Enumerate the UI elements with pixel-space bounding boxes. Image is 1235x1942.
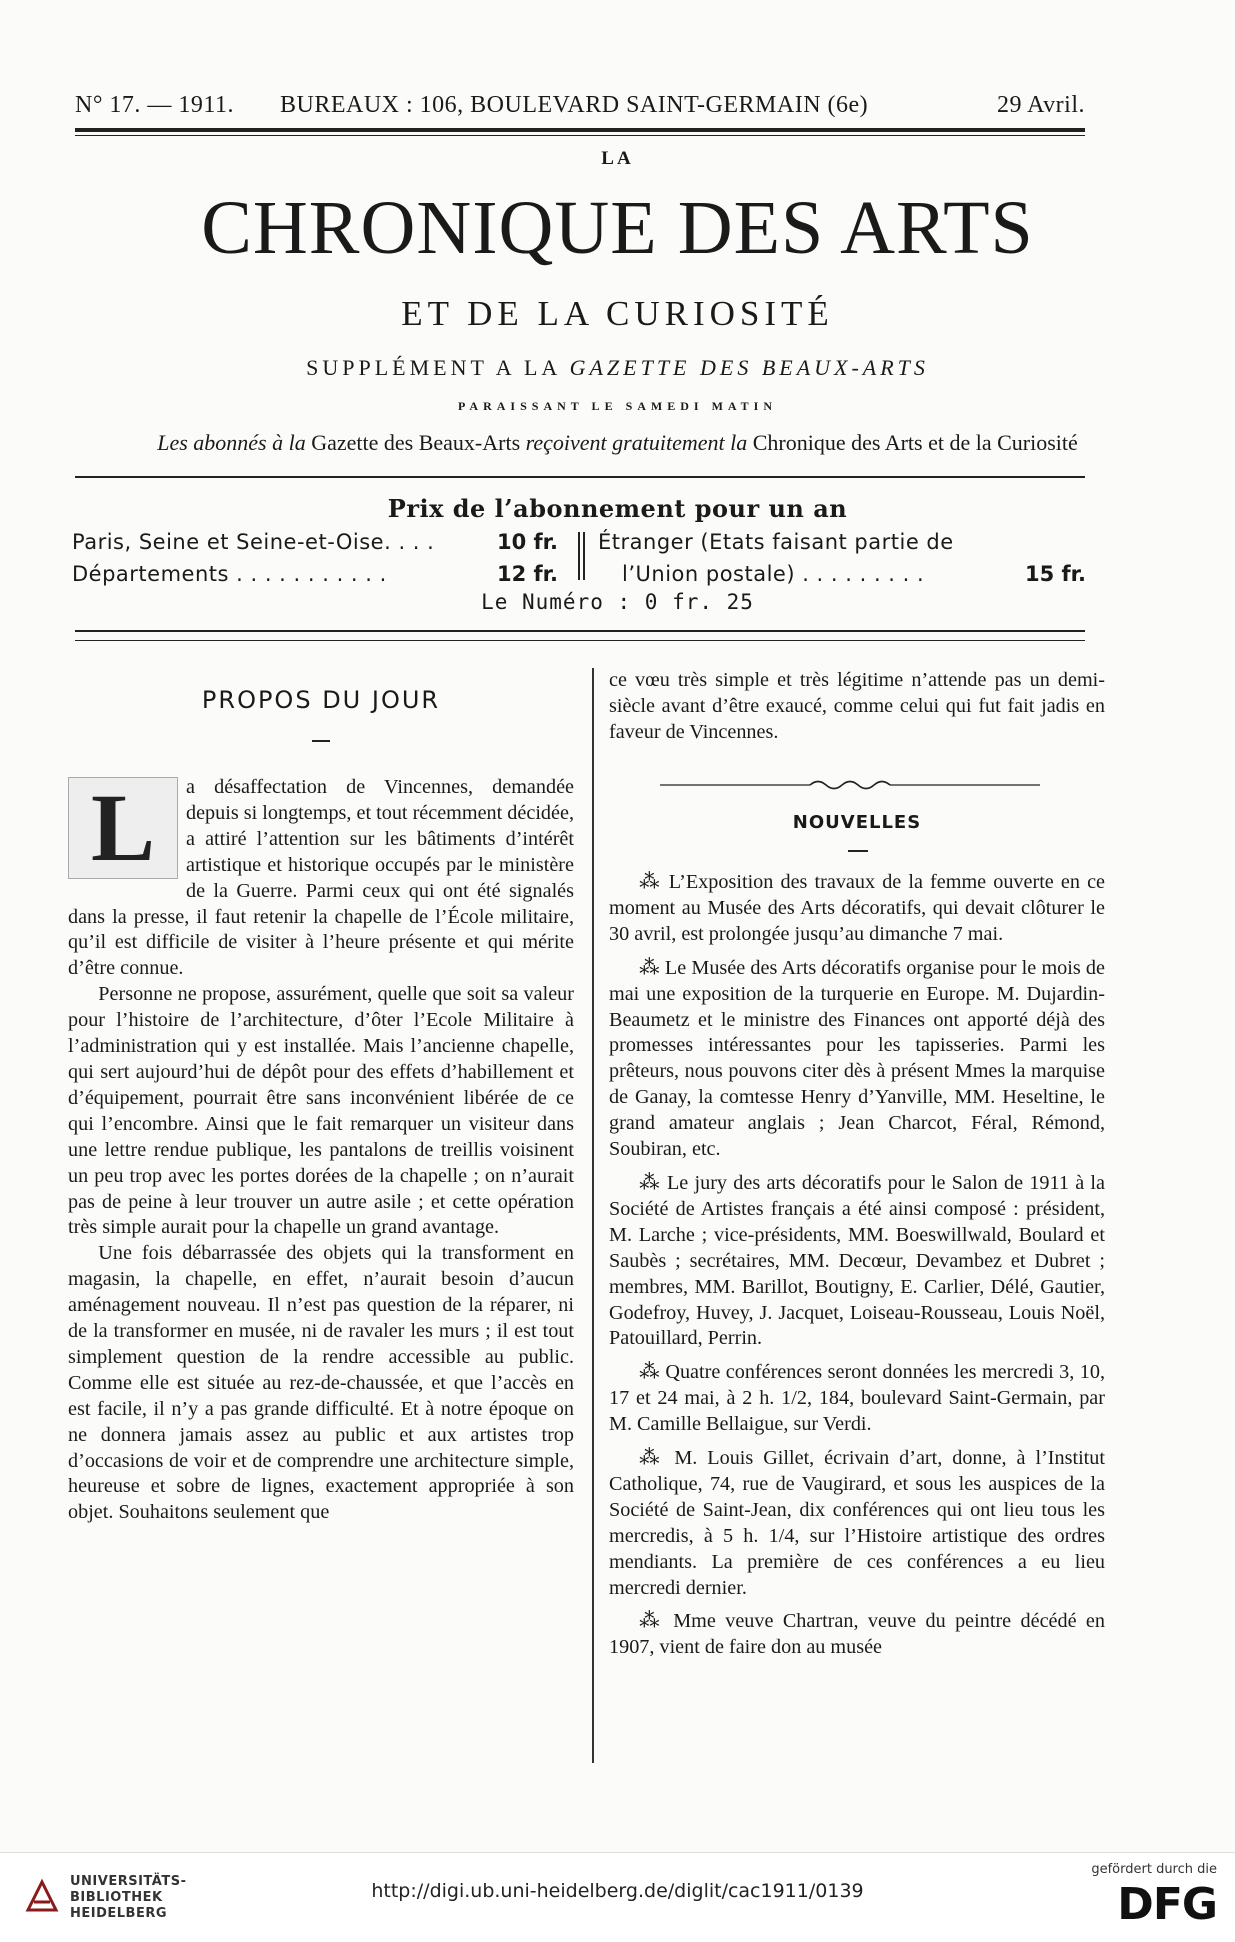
subscription-rule-1 [75,630,1085,632]
masthead-la: LA [601,148,634,169]
decorated-initial-letter: L [90,774,156,881]
funding-note: gefördert durch die [1091,1862,1217,1877]
price-etranger-label-1: Étranger (Etats faisant partie de [598,530,954,554]
nouvelles-title: NOUVELLES [792,812,922,833]
supplement-line [0,355,1235,381]
header-rule-thin [75,135,1085,136]
university-line-2: BIBLIOTHEK [70,1890,163,1905]
price-etranger-label-2: l’Union postale) . . . . . . . . . [622,562,925,586]
propos-paragraph-1: a désaffectation de Vincennes, demandée depuis si longtemps, et tout récemment décidée, a attiré l’attention sur les bâtiments d’intérêt artistique et historique occupés par le ministère de la Guerre. Parmi ceux qui ont été signalés dans la presse, il faut retenir la chapelle de l’École militaire, qu’il est difficile de visiter à l’heure présente et qui mérite d’être connue. [68,776,574,980]
nouvelles-body [609,870,1105,1669]
propos-continuation [609,668,1105,746]
header-rule-thick [75,128,1085,132]
dfg-logo: DFG [1117,1879,1217,1930]
university-line-3: HEIDELBERG [70,1906,168,1921]
price-paris-label: Paris, Seine et Seine-et-Oise. . . . [72,530,435,554]
subscriber-note-part1: Les abonnés à la [157,430,306,455]
propos-paragraph-3: Une fois débarrassée des objets qui la transforment en magasin, la chapelle, en effet, n’aurait besoin d’aucun aménagement nouveau. Il n’est pas question de la réparer, ni de la transformer en musée, ni de ravaler les murs ; il est tout simplement question de la rendre accessible au public. Comme elle est située au rez-de-chaussée, et que l’accès en est facile, il n’y a pas grande difficulté. Et à notre époque on ne donnera jamais assez au public et aux artistes trop d’occasions de voir et de comprendre une architecture simple, heureuse et sobre de lignes, exactement appropriée à son objet. Souhaitons seulement que [68,1242,574,1524]
subscriber-note [0,430,1235,456]
masthead-title: CHRONIQUE DES ARTS [201,186,1034,270]
digital-library-link[interactable]: http://digi.ub.uni-heidelberg.de/diglit/cac1911/0139 [371,1880,864,1902]
nouvelles-item: ⁂ Le Musée des Arts décoratifs organise pour le mois de mai une exposition de la turquerie en Europe. M. Dujardin-Beaumetz et le ministre des Finances ont apporté déjà des promesses intéressantes pour les tapisseries. Parmi les prêteurs, nous pouvons citer dès à présent Mmes la marquise de Ganay, la comtesse Henry d’Yanville, MM. Heseltine, le grand amateur anglais ; Jean Charcot, Féral, Rémond, Soubiran, etc. [609,956,1105,1161]
decorated-initial [68,774,178,881]
nouvelles-item: ⁂ L’Exposition des travaux de la femme ouverte en ce moment au Musée des Arts décoratifs, qui devait clôturer le 30 avril, est prolongée jusqu’au dimanche 7 mai. [609,871,1105,945]
propos-paragraph-2: Personne ne propose, assurément, quelle que soit sa valeur pour l’histoire de l’architecture, d’ôter l’Ecole Militaire à l’administration qui y est installée. Mais l’ancienne chapelle, qui sert aujourd’hui de dépôt pour des effets d’habillement et d’équipement, pourrait être sans inconvénient libérée de ce qui l’encombre. Ainsi que le fait remarquer un visiteur dans une lettre rendue publique, les pantalons de treillis voisinent un peu trop avec les portes dorées de la chapelle ; on n’aurait pas de peine à leur trouver un autre asile ; et cette opération très simple aurait pour la chapelle un grand avantage. [68,983,574,1239]
nouvelles-item: ⁂ Quatre conférences seront données les mercredi 3, 10, 17 et 24 mai, à 2 h. 1/2, 184, boulevard Saint-Germain, par M. Camille Bellaigue, sur Verdi. [609,1361,1105,1436]
issue-header [75,90,1085,126]
single-issue-price: Le Numéro : 0 fr. 25 [481,590,754,614]
nouvelles-dash [848,850,868,852]
subscription-rule-2 [75,640,1085,641]
price-etranger-value: 15 fr. [1025,562,1087,586]
propos-paragraph-4: ce vœu très simple et très légitime n’attende pas un demi-siècle avant d’être exaucé, comme celui qui fut fait jadis en faveur de Vincennes. [609,669,1105,743]
propos-title: PROPOS DU JOUR [201,686,441,714]
propos-article-body [68,775,574,1526]
publication-schedule: PARAISSANT LE SAMEDI MATIN [457,399,778,413]
propos-dash [312,740,330,742]
supplement-gazette: GAZETTE DES BEAUX-ARTS [569,355,929,380]
ornament-divider [660,778,1040,792]
masthead-rule [75,476,1085,478]
subscriber-note-part2: Gazette des Beaux-Arts [305,430,526,455]
price-departements-label: Départements . . . . . . . . . . . [72,562,387,586]
subscriber-note-part3: reçoivent gratuitement la [525,430,748,455]
issue-number: N° 17. — 1911. [75,92,235,118]
subscription-title: Prix de l’abonnement pour un an [387,494,848,523]
nouvelles-item: ⁂ M. Louis Gillet, écrivain d’art, donne, à l’Institut Catholique, 74, rue de Vaugirard, et sous les auspices de la Société de Saint-Jean, dix conférences qui ont lieu tous les mercredis, à 5 h. 1/4, sur l’Histoire artistique des ordres mendiants. La première de ces conférences a eu lieu mercredi dernier. [609,1447,1105,1599]
office-address: BUREAUX : 106, BOULEVARD SAINT-GERMAIN (6e) [280,92,869,118]
price-departements-value: 12 fr. [497,562,559,586]
price-divider [578,532,585,580]
university-line-1: UNIVERSITÄTS- [70,1874,187,1889]
issue-date: 29 Avril. [996,92,1085,118]
price-paris-value: 10 fr. [497,530,559,554]
supplement-prefix: SUPPLÉMENT A LA [306,355,570,380]
column-divider [592,668,594,1763]
subscriber-note-part4: Chronique des Arts et de la Curiosité [747,430,1078,455]
nouvelles-item: ⁂ Mme veuve Chartran, veuve du peintre décédé en 1907, vient de faire don au musée [609,1610,1105,1659]
masthead-subtitle: ET DE LA CURIOSITÉ [401,294,834,333]
nouvelles-item: ⁂ Le jury des arts décoratifs pour le Salon de 1911 à la Société de Artistes français a été ainsi composé : président, M. Larche ; vice-présidents, MM. Boeswillwald, Boulard et Saubès ; secrétaires, MM. Decœur, Devambez et Dubret ; membres, MM. Barillot, Boutigny, E. Carlier, Délé, Gautier, Godefroy, Huvey, J. Jacquet, Loiseau-Rousseau, Louis Noël, Patouillard, Perrin. [609,1171,1105,1350]
